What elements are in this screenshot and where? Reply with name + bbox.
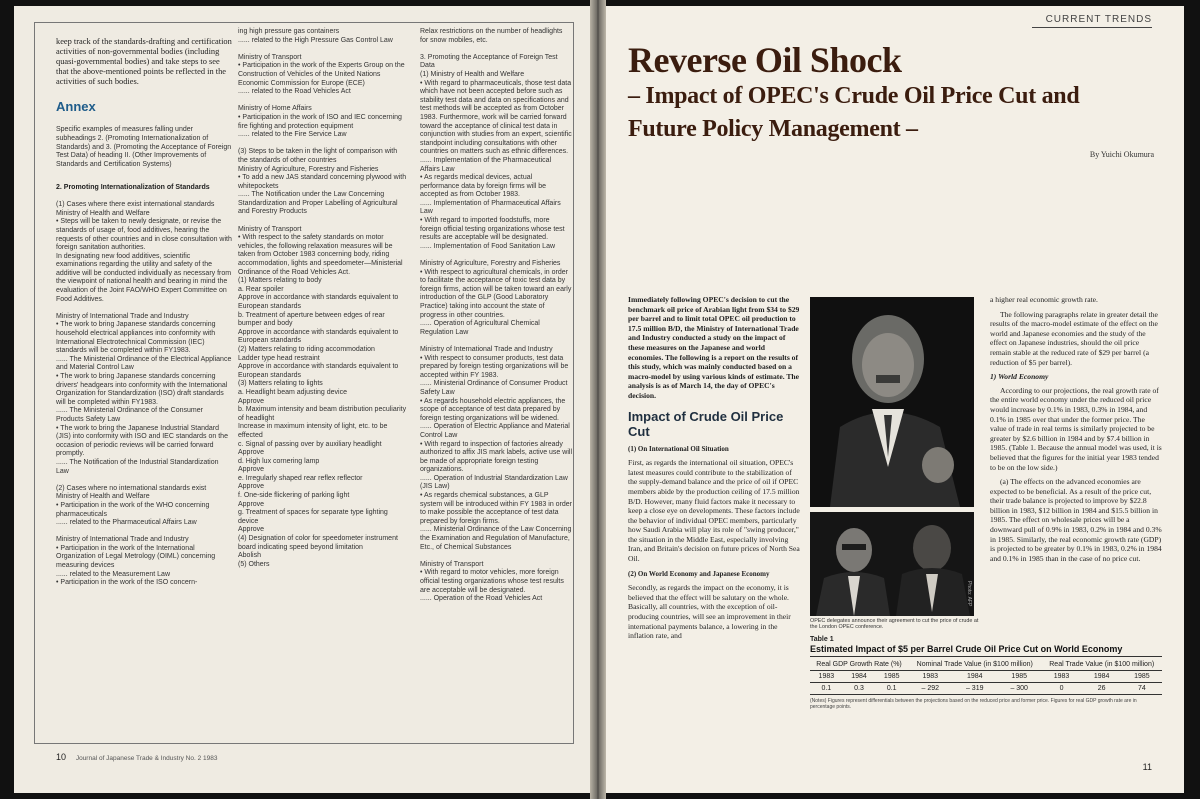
photo-credit: Photo: AFP <box>966 580 972 606</box>
table-value: 0.3 <box>843 683 876 695</box>
table-value-row <box>810 683 1162 695</box>
table-year: 1985 <box>875 671 908 683</box>
article-column-3 <box>990 295 1162 568</box>
title-sub-2: Future Policy Management – <box>628 116 918 142</box>
table-value: 74 <box>1122 683 1162 695</box>
section2-heading: 2. Promoting Internationalization of Standards <box>56 183 210 191</box>
journal-name: Journal of Japanese Trade & Industry No. 2 1983 <box>75 755 218 762</box>
binding-gutter <box>590 0 606 799</box>
subheading-1: (1) On International Oil Situation <box>628 444 729 453</box>
table-value: 0 <box>1041 683 1081 695</box>
left-column-3: Relax restrictions on the number of headlights for snow mobiles, etc. 3. Promoting the Acceptance of Foreign Test Data (1) Ministry of Health and Welfare • With regard to pharmaceuticals, those test data which have not been accepted before such as stability test data and data on specifications and test methods will be accepted as from October 1983. Furthermore, work will be carried forward toward the acceptance of clinical test data in conjunction with studies from an expert, scientific standpoint including consultations with other countries on matters such as ethnic differences. ...... Implementation of the Pharmaceutical Affairs Law • As regards medical devices, actual performance data by foreign firms will be accepted as from October 1983. ...... Implementation of Pharmaceutical Affairs Law • With regard to imported foodstuffs, more foreign official testing organizations whose test results are acceptable will be designated. ...... Implementation of Food Sanitation Law Ministry of Agriculture, Forestry and Fisheries • With respect to agricultural chemicals, in order to facilitate the acceptance of toxic test data by foreign firms, action will be taken toward an early introduction of the GLP (Good Laboratory Practice) taking into account the state of progress in other countries. ...... Operation of Agricultural Chemical Regulation Law Ministry of International Trade and Industry • With respect to consumer products, test data prepared by foreign testing organizations will be accepted within FY 1983. ...... Ministerial Ordinance of Consumer Product Safety Law • As regards household electric appliances, the scope of acceptance of test data prepared by foreign testing organizations will be widened. ...... Operation of Electric Appliance and Material Control Law • With regard to inspection of factories already authorized to affix JIS mark labels, active use will be made of appropriate foreign testing organizations. ...... Operation of Industrial Standardization Law (JIS Law) • As regards chemical substances, a GLP system will be introduced within FY 1983 in order to make possible the acceptance of test data prepared by foreign firms. ...... Ministerial Ordinance of the Law Concerning the Examination and Regulation of Manufacture, Etc., of Chemical Substances Ministry of Transport • With regard to motor vehicles, more foreign official testing organizations whose test results are acceptable will be designated. ...... Operation of the Road Vehicles Act <box>420 28 573 603</box>
byline: By Yuichi Okumura <box>1089 150 1154 159</box>
delegates-group-photo <box>810 512 974 616</box>
world-economy-subheading: 1) World Economy <box>990 372 1049 382</box>
table-note: (Notes) Figures represent differentials between the projections based on the reduced price and former price. Figures for real GDP growth rate are in percentage points. <box>810 698 1137 710</box>
photo-caption: OPEC delegates announce their agreement to cut the price of crude at the London OPEC conference. <box>810 618 979 631</box>
right-page-number: 11 <box>1142 762 1152 772</box>
subheading-2: (2) On World Economy and Japanese Economy <box>628 569 770 578</box>
title-sub-1: – Impact of OPEC's Crude Oil Price Cut and <box>628 83 1080 109</box>
title-main: Reverse Oil Shock <box>628 40 902 80</box>
article-title <box>628 40 1168 146</box>
col3-paragraph-1: a higher real economic growth rate. <box>990 295 1098 304</box>
table-group-header: Nominal Trade Value (in $100 million) <box>908 659 1041 671</box>
col3-paragraph-2: The following paragraphs relate in greater detail the results of the macro-model estimate of the effect on the world and Japanese economies and the study of the effect on Japanese industries, should the oil price remain stable at the reduced rate of $29 per barrel (a reduction of $5 per barrel). <box>990 309 1158 367</box>
annex-heading: Annex <box>56 99 96 115</box>
table-year: 1983 <box>1041 671 1081 683</box>
table-year-row <box>810 671 1162 683</box>
col3-paragraph-4: (a) The effects on the advanced economies are expected to be beneficial. As a result of the price cut, their trade balance is projected to improve by $22.8 billion in 1983, $12 billion in 1984 and $15.5 billion in 1985. The effect on wholesale prices will be a downward pull of 0.9% in 1983, 0.2% in 1984 and 0.3% in 1985. Similarly, the real economic growth rate (GDP) is projected to be greater by 0.1% in 1983, 0.2% in 1984 and 0.1% in 1985 than in the case of no price cut. <box>990 477 1162 563</box>
table-year: 1983 <box>908 671 952 683</box>
table-header-row <box>810 659 1162 671</box>
table-year: 1984 <box>1082 671 1122 683</box>
table-title: Estimated Impact of $5 per Barrel Crude Oil Price Cut on World Economy <box>810 644 1162 657</box>
table-value: 0.1 <box>810 683 843 695</box>
left-column-1 <box>56 28 232 596</box>
section-label: CURRENT TRENDS <box>1032 14 1152 28</box>
left-page-number: 10 <box>56 752 67 762</box>
lead-paragraph: Immediately following OPEC's decision to cut the benchmark oil price of Arabian light from $34 to $29 per barrel and to limit total OPEC oil production to 17.5 million B/D, the Ministry of International Trade and Industry conducted a study on the impact of these measures on the Japanese and world economies. The following is a report on the results of this study, which was mainly conducted based on a macro-model by using various kinds of estimate. The analysis is as of March 14, the day of OPEC's decision. <box>628 295 800 400</box>
col3-paragraph-3: According to our projections, the real growth rate of the entire world economy under the reduced oil price would increase by 0.1% in 1983, 0.3% in 1984, and 0.1% in 1985 over that under the former price. The value of trade in real terms is similarly projected to be greater by $2.6 billion in 1984 and by $7.4 billion in 1985. (Table 1. Because the annual model was used, it is believed that the figures for the initial year 1983 tended to be on the low side.) <box>990 385 1162 472</box>
delegate-portrait-photo <box>810 297 974 507</box>
intro-paragraph: keep track of the standards-drafting and certification activities of non-governmental bodies (including quasi-governmental bodies) and take steps to see that the above-mentioned points be reflected in the activities of such bodies. <box>56 36 232 86</box>
table-year: 1984 <box>953 671 997 683</box>
paragraph-2: Secondly, as regards the impact on the economy, it is believed that the effect will be salutary on the whole. Basically, all countries, with the exception of oil-producing countries, will see an improvement in their international payments balance, a lowering in the inflation rate, and <box>628 583 791 641</box>
section-heading: Impact of Crude Oil Price Cut <box>628 408 784 439</box>
table-year: 1983 <box>810 671 843 683</box>
table-1 <box>810 636 1162 710</box>
column1-body: (1) Cases where there exist international standards Ministry of Health and Welfare • Steps will be taken to newly designate, or revise the standards of usage of, food additives, hearing the requests of other countries and in close consultation with foreign sanitation authorities. In designating new food additives, scientific examinations regarding the utility and safety of the additive will be conducted individually as necessary from the viewpoint of national health and bearing in mind the evaluation of the Joint FAO/WHO Expert Committee on Food Additives. Ministry of International Trade and Industry • The work to bring Japanese standards concerning household electrical appliances into conformity with International Electrotechnical Commission (IEC) standards will be completed within FY1983. ...... The Ministerial Ordinance of the Electrical Appliance and Material Control Law • The work to bring Japanese standards concerning drivers' headgears into conformity with the International Organization for Standardization (ISO) draft standards will be completed within FY1983. ...... The Ministerial Ordinance of the Consumer Products Safety Law • The work to bring the Japanese Industrial Standard (JIS) into conformity with ISO and IEC standards on the occasion of periodic reviews will be carried forward promptly. ...... The Notification of the Industrial Standardization Law (2) Cases where no international standards exist Ministry of Health and Welfare • Participation in the work of the WHO concerning pharmaceuticals ...... related to the Pharmaceutical Affairs Law Ministry of International Trade and Industry • Participation in the work of the International Organization of Legal Metrology (OIML) concerning measuring devices ...... related to the Measurement Law • Participation in the work of the ISO concern- <box>56 201 232 587</box>
table-group-header: Real GDP Growth Rate (%) <box>810 659 908 671</box>
table-group-header: Real Trade Value (in $100 million) <box>1041 659 1162 671</box>
impact-table <box>810 659 1162 695</box>
annex-text: Specific examples of measures falling under subheadings 2. (Promoting Internationalization of Standards) and 3. (Promoting the Acceptance of Foreign Test Data) of heading II. (Other Improvements of Standards and Certification Systems) <box>56 126 232 168</box>
table-value: 26 <box>1082 683 1122 695</box>
left-column-2: ing high pressure gas containers ...... related to the High Pressure Gas Control Law Ministry of Transport • Participation in the work of the Experts Group on the Construction of Vehicles of the United Nations Economic Commission for Europe (ECE) ...... related to the Road Vehicles Act Ministry of Home Affairs • Participation in the work of ISO and IEC concerning fire fighting and protection equipment ...... related to the Fire Service Law (3) Steps to be taken in the light of comparison with the standards of other countries Ministry of Agriculture, Forestry and Fisheries • To add a new JAS standard concerning plywood with whitepockets ...... The Notification under the Law Concerning Standardization and Proper Labelling of Agricultural and Forestry Products Ministry of Transport • With respect to the safety standards on motor vehicles, the following relaxation measures will be taken from October 1983 concerning body, riding accommodation, lights and speedometer—Ministerial Ordinance of the Road Vehicles Act. (1) Matters relating to body a. Rear spoiler Approve in accordance with standards equivalent to European standards b. Treatment of aperture between edges of rear bumper and body Approve in accordance with standards equivalent to European standards (2) Matters relating to riding accommodation Ladder type head restraint Approve in accordance with standards equivalent to European standards (3) Matters relating to lights a. Headlight beam adjusting device Approve b. Maximum intensity and beam distribution peculiarity of headlight Increase in maximum intensity of light, etc. to be effected c. Signal of passing over by auxiliary headlight Approve d. High lux cornering lamp Approve e. Irregularly shaped rear reflex reflector Approve f. One-side flickering of parking light Approve g. Treatment of spaces for separate type lighting device Approve (4) Designation of color for speedometer instrument board indicating speed beyond limitation Abolish (5) Others <box>238 28 407 568</box>
table-value: – 300 <box>997 683 1041 695</box>
table-value: – 292 <box>908 683 952 695</box>
table-value: 0.1 <box>875 683 908 695</box>
table-value: – 319 <box>953 683 997 695</box>
table-year: 1985 <box>1122 671 1162 683</box>
table-label: Table 1 <box>810 636 834 643</box>
paragraph-1: First, as regards the international oil situation, OPEC's latest measures could contribute to the stabilization of the supply-demand balance and the price of oil if OPEC members abide by the production ceiling of 17.5 million B/D. However, many fluid factors make it necessary to keep a close eye on developments. These factors include the behavior of individual OPEC members, particularly how Saudi Arabia will play its role of "swing producer," the situation in the Middle East, especially involving Iran, and Britain's decision on future prices of North Sea Oil. <box>628 458 800 564</box>
table-year: 1984 <box>843 671 876 683</box>
table-year: 1985 <box>997 671 1041 683</box>
left-footer <box>56 752 217 762</box>
article-column-1 <box>628 295 800 647</box>
